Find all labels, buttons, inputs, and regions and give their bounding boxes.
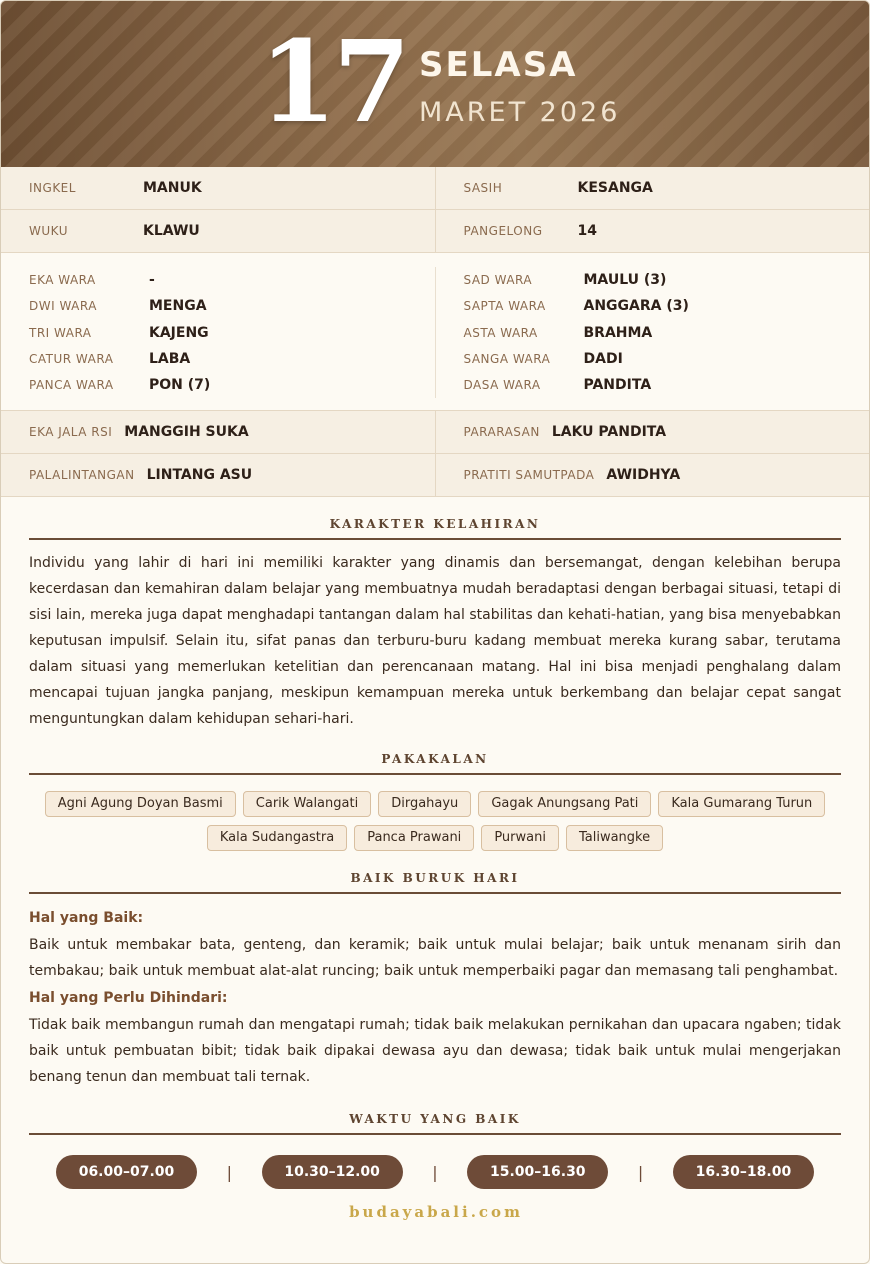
time-slot: 10.30–12.00	[262, 1155, 403, 1189]
wara-row	[464, 320, 870, 346]
wara-label: TRI WARA	[29, 325, 92, 340]
section-title-baik-buruk: BAIK BURUK HARI	[29, 871, 841, 894]
info-cell-palalintangan	[1, 454, 435, 496]
wara-label: SAD WARA	[463, 273, 533, 288]
info-label: WUKU	[29, 224, 68, 238]
wara-label: SAPTA WARA	[463, 299, 546, 314]
info-cell-wuku	[1, 210, 435, 252]
pakakalan-chip: Carik Walangati	[243, 791, 371, 817]
wara-grid	[1, 253, 869, 411]
date-header	[1, 1, 869, 167]
wara-column-left	[1, 267, 435, 398]
month-year: MARET 2026	[419, 97, 621, 128]
wara-row	[29, 293, 435, 319]
wara-row	[464, 346, 870, 372]
info-row-eka-jala-rsi	[1, 411, 869, 454]
time-slot: 06.00–07.00	[56, 1155, 197, 1189]
info-value: AWIDHYA	[606, 467, 681, 484]
wara-value: PANDITA	[583, 377, 652, 394]
info-cell-pangelong	[435, 210, 870, 252]
info-cell-pratiti-samutpada	[435, 454, 870, 496]
wara-value: MENGA	[149, 298, 207, 315]
footer-site-link[interactable]: budayabali.com	[349, 1203, 523, 1221]
wara-value: BRAHMA	[583, 324, 653, 341]
wara-row	[29, 372, 435, 398]
bad-heading: Hal yang Perlu Dihindari:	[29, 990, 228, 1007]
wara-row	[464, 267, 870, 293]
info-value: LAKU PANDITA	[551, 424, 667, 441]
wara-value: -	[149, 272, 155, 289]
info-label: EKA JALA RSI	[29, 425, 113, 440]
wara-label: PANCA WARA	[29, 378, 114, 393]
pakakalan-chip: Panca Prawani	[354, 825, 474, 851]
section-title-karakter: KARAKTER KELAHIRAN	[29, 517, 841, 540]
wara-label: DASA WARA	[463, 378, 541, 393]
wara-label: CATUR WARA	[29, 352, 114, 367]
wara-column-right	[435, 267, 870, 398]
info-value: KESANGA	[577, 180, 653, 196]
wara-label: SANGA WARA	[463, 352, 551, 367]
wara-value: DADI	[583, 351, 623, 368]
info-cell-ingkel	[1, 167, 435, 209]
wara-value: LABA	[149, 351, 191, 368]
wara-label: DWI WARA	[29, 299, 97, 314]
wara-value: ANGGARA (3)	[583, 298, 689, 315]
day-name: SELASA	[419, 45, 578, 85]
wara-value: MAULU (3)	[583, 272, 667, 289]
wara-row	[29, 320, 435, 346]
wara-row	[464, 293, 870, 319]
info-label: PRATITI SAMUTPADA	[463, 468, 595, 483]
time-slot: 15.00–16.30	[467, 1155, 608, 1189]
pakakalan-chip: Kala Gumarang Turun	[658, 791, 825, 817]
wara-value: PON (7)	[149, 377, 211, 394]
section-title-pakakalan: PAKAKALAN	[29, 752, 841, 775]
info-label: PALALINTANGAN	[29, 468, 135, 483]
time-separator: |	[432, 1162, 438, 1182]
info-cell-pararasan	[435, 411, 870, 453]
pakakalan-chip: Dirgahayu	[378, 791, 471, 817]
info-label: INGKEL	[29, 181, 76, 195]
day-number: 17	[259, 17, 407, 148]
info-value: MANGGIH SUKA	[124, 424, 249, 441]
good-times-list	[29, 1155, 841, 1189]
section-title-waktu: WAKTU YANG BAIK	[29, 1112, 841, 1135]
bad-text: Tidak baik membangun rumah dan mengatapi rumah; tidak baik melakukan pernikahan dan upacara ngaben; tidak baik untuk pembuatan bibit; tidak baik dipakai dewasa ayu dan dewasa; tidak baik untuk mulai mengerjakan benang tenun dan membuat tali ternak.	[29, 1017, 841, 1086]
pakakalan-chip: Kala Sudangastra	[207, 825, 347, 851]
info-value: 14	[577, 223, 597, 239]
info-label: PARARASAN	[463, 425, 540, 440]
info-label: SASIH	[463, 181, 503, 195]
wara-value: KAJENG	[149, 324, 209, 341]
info-row-wuku	[1, 210, 869, 253]
good-text: Baik untuk membakar bata, genteng, dan keramik; baik untuk mulai belajar; baik untuk menanam sirih dan tembakau; baik untuk membuat alat-alat runcing; baik untuk memperbaiki pagar dan memasang tali penghambat.	[29, 937, 841, 980]
info-row-ingkel	[1, 167, 869, 210]
pakakalan-chip: Purwani	[481, 825, 559, 851]
pakakalan-list	[29, 791, 841, 851]
good-heading: Hal yang Baik:	[29, 910, 144, 927]
info-cell-sasih	[435, 167, 870, 209]
info-value: MANUK	[143, 180, 202, 196]
pakakalan-chip: Agni Agung Doyan Basmi	[45, 791, 236, 817]
pakakalan-chip: Gagak Anungsang Pati	[478, 791, 651, 817]
wara-row	[464, 372, 870, 398]
wara-row	[29, 346, 435, 372]
info-row-palalintangan	[1, 454, 869, 497]
info-label: PANGELONG	[463, 224, 543, 238]
info-cell-eka-jala-rsi	[1, 411, 435, 453]
time-separator: |	[226, 1162, 233, 1182]
wara-row	[29, 267, 435, 293]
time-separator: |	[637, 1162, 644, 1182]
wara-label: EKA WARA	[29, 273, 96, 288]
time-slot: 16.30–18.00	[673, 1155, 814, 1189]
pakakalan-chip: Taliwangke	[566, 825, 663, 851]
info-value: LINTANG ASU	[146, 467, 253, 484]
karakter-text: Individu yang lahir di hari ini memiliki karakter yang dinamis dan bersemangat, dengan kelebihan berupa kecerdasan dan kemahiran dalam belajar yang membuatnya mudah beradaptasi dengan berbagai situasi, tetapi di sisi lain, mereka juga dapat menghadapi tantangan dalam hal stabilitas dan kehati-hatian, yang bisa menyebabkan keputusan impulsif. Selain itu, sifat panas dan terburu-buru kadang membuat mereka kurang sabar, terutama dalam situasi yang memerlukan ketelitian dan perencanaan matang. Hal ini bisa menjadi penghalang dalam mencapai tujuan jangka panjang, meskipun kemampuan mereka untuk berkembang dan belajar cepat sangat menguntungkan dalam kehidupan sehari-hari.	[29, 555, 842, 728]
info-value: KLAWU	[143, 223, 200, 239]
wara-label: ASTA WARA	[463, 325, 538, 340]
